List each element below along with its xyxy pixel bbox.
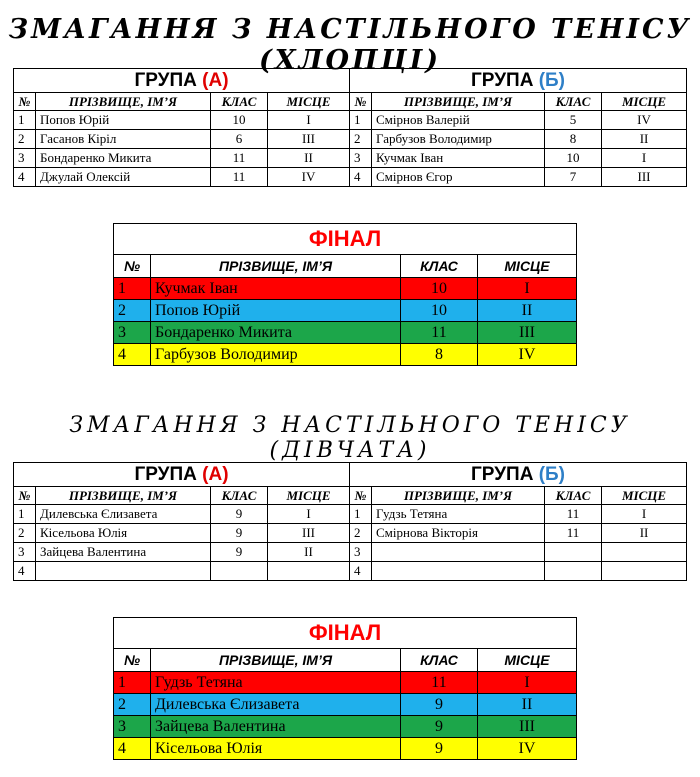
column-header-number: №: [114, 649, 151, 672]
table-row: 2 Кісельова Юлія 9 III 2 Смірнова Вікторія 11 II: [14, 524, 687, 543]
final-title: ФІНАЛ: [114, 618, 577, 649]
boys-title: ЗМАГАННЯ З НАСТІЛЬНОГО ТЕНІСУ (ХЛОПЦІ): [8, 14, 692, 76]
girls-final-table: [113, 617, 577, 760]
column-header-grade: КЛАС: [401, 255, 478, 278]
boys-group-b-header: [350, 69, 687, 93]
column-header-place: МІСЦЕ: [478, 649, 577, 672]
column-header-grade: КЛАС: [545, 487, 602, 505]
girls-groups-table: [13, 462, 687, 581]
table-row: 1 Попов Юрій 10 I 1 Смірнов Валерій 5 IV: [14, 111, 687, 130]
column-header-place: МІСЦЕ: [268, 93, 350, 111]
boys-final-table: [113, 223, 577, 366]
column-header-place: МІСЦЕ: [478, 255, 577, 278]
column-header-number: №: [350, 93, 372, 111]
final-row-place-4: 4 Гарбузов Володимир 8 IV: [114, 344, 577, 366]
column-header-name: ПРІЗВИЩЕ, ІМ’Я: [372, 487, 545, 505]
group-label: ГРУПА: [134, 463, 197, 485]
table-row: 3 Бондаренко Микита 11 II 3 Кучмак Іван 10 I: [14, 149, 687, 168]
column-header-name: ПРІЗВИЩЕ, ІМ’Я: [151, 649, 401, 672]
column-header-number: №: [114, 255, 151, 278]
column-header-grade: КЛАС: [211, 93, 268, 111]
girls-title: ЗМАГАННЯ З НАСТІЛЬНОГО ТЕНІСУ (ДІВЧАТА): [69, 413, 631, 463]
column-header-number: №: [350, 487, 372, 505]
column-header-name: ПРІЗВИЩЕ, ІМ’Я: [36, 93, 211, 111]
column-header-place: МІСЦЕ: [602, 487, 687, 505]
boys-group-a-header: [14, 69, 350, 93]
table-row: 4 4: [14, 562, 687, 581]
final-title: ФІНАЛ: [114, 224, 577, 255]
column-header-number: №: [14, 487, 36, 505]
table-row: 3 Зайцева Валентина 9 II 3: [14, 543, 687, 562]
group-letter: (Б): [538, 463, 566, 485]
group-label: ГРУПА: [471, 69, 534, 91]
group-letter: (А): [202, 463, 229, 485]
final-row-place-3: 3 Бондаренко Микита 11 III: [114, 322, 577, 344]
group-letter: (А): [202, 69, 229, 91]
group-label: ГРУПА: [134, 69, 197, 91]
final-row-place-2: 2 Дилевська Єлизавета 9 II: [114, 694, 577, 716]
column-header-place: МІСЦЕ: [268, 487, 350, 505]
final-row-place-1: 1 Гудзь Тетяна 11 I: [114, 672, 577, 694]
column-header-grade: КЛАС: [401, 649, 478, 672]
table-row: 2 Гасанов Кіріл 6 III 2 Гарбузов Володимир 8 II: [14, 130, 687, 149]
girls-group-a-header: [14, 463, 350, 487]
final-row-place-4: 4 Кісельова Юлія 9 IV: [114, 738, 577, 760]
girls-group-b-header: [350, 463, 687, 487]
group-label: ГРУПА: [471, 463, 534, 485]
table-row: 4 Джулай Олексій 11 IV 4 Смірнов Єгор 7 III: [14, 168, 687, 187]
column-header-grade: КЛАС: [545, 93, 602, 111]
column-header-number: №: [14, 93, 36, 111]
group-letter: (Б): [538, 69, 566, 91]
table-row: 1 Дилевська Єлизавета 9 I 1 Гудзь Тетяна 11 I: [14, 505, 687, 524]
column-header-name: ПРІЗВИЩЕ, ІМ’Я: [36, 487, 211, 505]
column-header-name: ПРІЗВИЩЕ, ІМ’Я: [372, 93, 545, 111]
final-row-place-3: 3 Зайцева Валентина 9 III: [114, 716, 577, 738]
column-header-name: ПРІЗВИЩЕ, ІМ’Я: [151, 255, 401, 278]
final-row-place-1: 1 Кучмак Іван 10 I: [114, 278, 577, 300]
column-header-grade: КЛАС: [211, 487, 268, 505]
final-row-place-2: 2 Попов Юрій 10 II: [114, 300, 577, 322]
column-header-place: МІСЦЕ: [602, 93, 687, 111]
boys-groups-table: [13, 68, 687, 187]
